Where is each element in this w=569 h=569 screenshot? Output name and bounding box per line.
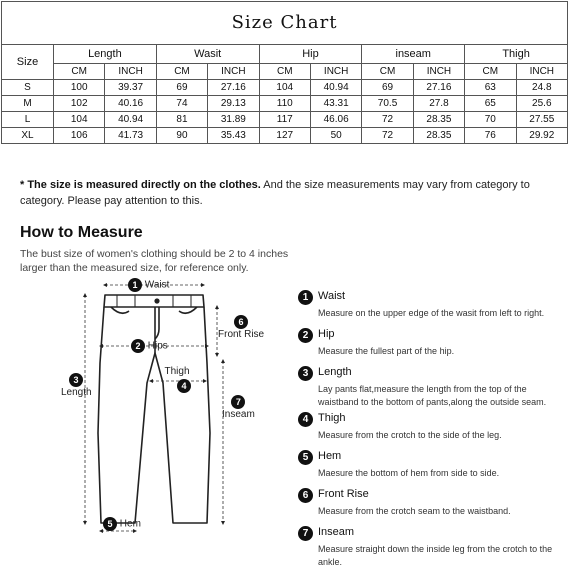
list-item xyxy=(298,449,560,487)
measurement-name: Hem xyxy=(318,450,342,462)
number-badge: 3 xyxy=(69,373,83,387)
size-cell: L xyxy=(2,112,54,128)
group-header-waist: Wasit xyxy=(156,45,259,64)
number-badge: 5 xyxy=(103,517,117,531)
number-badge: 7 xyxy=(231,395,245,409)
table-cell: 69 xyxy=(156,80,207,96)
group-header-thigh: Thigh xyxy=(465,45,568,64)
number-badge: 4 xyxy=(298,412,313,427)
table-cell: 40.16 xyxy=(105,96,156,112)
table-cell: 40.94 xyxy=(105,112,156,128)
unit-inch: INCH xyxy=(310,64,361,80)
size-cell: XL xyxy=(2,128,54,144)
table-cell: 25.6 xyxy=(516,96,568,112)
label-front-rise: 6 Front Rise xyxy=(218,317,265,340)
unit-cm: CM xyxy=(259,64,310,80)
note-rest: And the size measurements may vary from category to category. Please pay attention to this. xyxy=(20,179,530,207)
table-row xyxy=(2,80,568,96)
measurement-name: Waist xyxy=(318,290,346,302)
table-cell: 65 xyxy=(465,96,516,112)
table-cell: 29.92 xyxy=(516,128,568,144)
table-cell: 46.06 xyxy=(310,112,361,128)
group-header-inseam: inseam xyxy=(362,45,465,64)
size-cell: S xyxy=(2,80,54,96)
unit-inch: INCH xyxy=(413,64,464,80)
table-cell: 35.43 xyxy=(208,128,259,144)
unit-cm: CM xyxy=(362,64,413,80)
table-cell: 104 xyxy=(259,80,310,96)
size-column-header: Size xyxy=(2,45,54,80)
how-to-measure-title: How to Measure xyxy=(20,224,143,241)
number-badge: 6 xyxy=(234,315,248,329)
measurement-description: Measure from the crotch to the side of the leg. xyxy=(318,430,502,440)
unit-row xyxy=(2,64,568,80)
list-item xyxy=(298,525,560,567)
table-cell: 72 xyxy=(362,128,413,144)
table-cell: 29.13 xyxy=(208,96,259,112)
measurement-description: Lay pants flat,measure the length from the top of the waistband to the bottom of pants,along the outside seam. xyxy=(318,384,547,407)
table-cell: 43.31 xyxy=(310,96,361,112)
unit-cm: CM xyxy=(54,64,105,80)
table-cell: 40.94 xyxy=(310,80,361,96)
group-header-hip: Hip xyxy=(259,45,362,64)
number-badge: 1 xyxy=(298,290,313,305)
measurement-description: Maesure the bottom of hem from side to side. xyxy=(318,468,500,478)
measurement-name: Hip xyxy=(318,328,335,340)
number-badge: 2 xyxy=(298,328,313,343)
number-badge: 2 xyxy=(131,339,145,353)
table-cell: 106 xyxy=(54,128,105,144)
label-inseam: 7 Inseam xyxy=(222,397,255,420)
table-cell: 63 xyxy=(465,80,516,96)
measurement-note xyxy=(20,177,540,209)
table-cell: 110 xyxy=(259,96,310,112)
table-cell: 27.55 xyxy=(516,112,568,128)
unit-inch: INCH xyxy=(105,64,156,80)
number-badge: 1 xyxy=(128,278,142,292)
label-thigh: Thigh 4 xyxy=(164,366,190,392)
measurement-name: Thigh xyxy=(318,412,346,424)
label-hem: 5 Hem xyxy=(103,517,141,531)
number-badge: 5 xyxy=(298,450,313,465)
how-to-measure-description: The bust size of women's clothing should be 2 to 4 inches larger than the measured size, for reference only. xyxy=(20,248,289,274)
table-cell: 28.35 xyxy=(413,112,464,128)
table-cell: 28.35 xyxy=(413,128,464,144)
table-cell: 41.73 xyxy=(105,128,156,144)
table-cell: 104 xyxy=(54,112,105,128)
table-cell: 50 xyxy=(310,128,361,144)
table-cell: 117 xyxy=(259,112,310,128)
measurement-description: Measure from the crotch seam to the waistband. xyxy=(318,506,511,516)
table-cell: 102 xyxy=(54,96,105,112)
number-badge: 7 xyxy=(298,526,313,541)
table-cell: 70.5 xyxy=(362,96,413,112)
table-cell: 81 xyxy=(156,112,207,128)
table-cell: 27.8 xyxy=(413,96,464,112)
table-cell: 27.16 xyxy=(208,80,259,96)
group-header-length: Length xyxy=(54,45,157,64)
measurement-description: Measure the fullest part of the hip. xyxy=(318,346,455,356)
label-hips: 2 Hips xyxy=(131,339,168,353)
pants-diagram xyxy=(55,273,280,543)
size-cell: M xyxy=(2,96,54,112)
label-length: 3 Length xyxy=(61,375,92,398)
list-item xyxy=(298,289,560,327)
label-waist: 1 Waist xyxy=(128,278,169,292)
table-row xyxy=(2,128,568,144)
table-cell: 76 xyxy=(465,128,516,144)
number-badge: 4 xyxy=(177,379,191,393)
size-chart-title: Size Chart xyxy=(2,2,568,45)
note-bold: * The size is measured directly on the clothes. xyxy=(20,179,261,191)
measurement-list xyxy=(298,289,560,567)
measurement-description: Measure straight down the inside leg from the crotch to the ankle. xyxy=(318,544,553,567)
unit-cm: CM xyxy=(465,64,516,80)
table-cell: 27.16 xyxy=(413,80,464,96)
table-cell: 39.37 xyxy=(105,80,156,96)
number-badge: 6 xyxy=(298,488,313,503)
table-cell: 69 xyxy=(362,80,413,96)
table-row xyxy=(2,96,568,112)
unit-inch: INCH xyxy=(516,64,568,80)
list-item xyxy=(298,487,560,525)
table-cell: 70 xyxy=(465,112,516,128)
number-badge: 3 xyxy=(298,366,313,381)
table-cell: 90 xyxy=(156,128,207,144)
list-item xyxy=(298,327,560,365)
size-chart-table xyxy=(1,1,568,144)
unit-inch: INCH xyxy=(208,64,259,80)
table-cell: 72 xyxy=(362,112,413,128)
unit-cm: CM xyxy=(156,64,207,80)
table-row xyxy=(2,112,568,128)
measurement-description: Measure on the upper edge of the wasit from left to right. xyxy=(318,308,545,318)
table-cell: 127 xyxy=(259,128,310,144)
measurement-name: Front Rise xyxy=(318,488,369,500)
measurement-name: Inseam xyxy=(318,526,355,538)
list-item xyxy=(298,411,560,449)
measurement-name: Length xyxy=(318,366,352,378)
table-cell: 31.89 xyxy=(208,112,259,128)
table-cell: 74 xyxy=(156,96,207,112)
table-cell: 100 xyxy=(54,80,105,96)
list-item xyxy=(298,365,560,411)
table-cell: 24.8 xyxy=(516,80,568,96)
